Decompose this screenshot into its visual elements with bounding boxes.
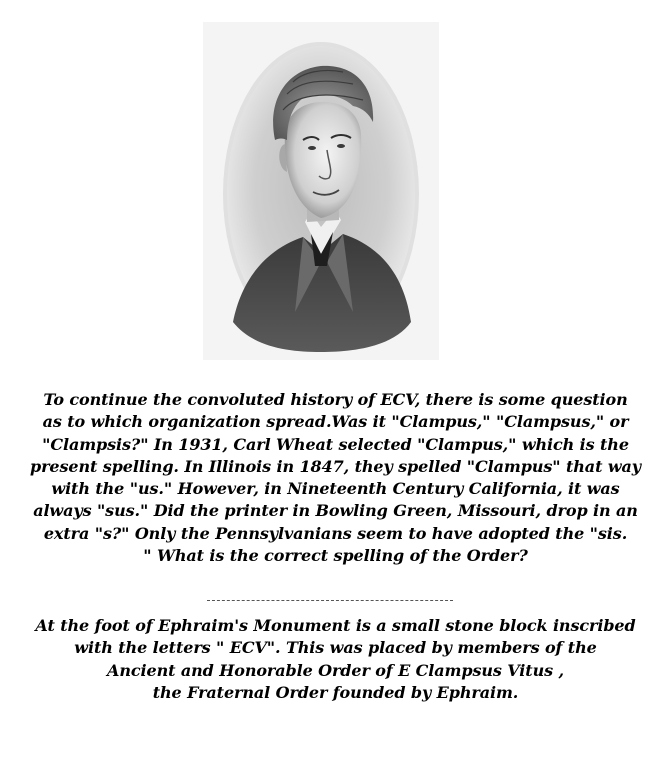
section-divider — [207, 600, 453, 601]
monument-line: the Fraternal Order founded by Ephraim. — [152, 682, 519, 702]
monument-line: Ancient and Honorable Order of E Clampsus Vitus , — [107, 660, 564, 680]
history-line: extra "s?" Only the Pennsylvanians seem to have adopted the "sis. — [43, 523, 628, 543]
history-line: To continue the convoluted history of ECV, there is some question — [43, 390, 628, 409]
history-line: present spelling. In Illinois in 1847, they spelled "Clampus" that way — [30, 456, 641, 476]
history-line: "Clampsis?" In 1931, Carl Wheat selected "Clampus," which is the — [42, 434, 629, 454]
history-paragraph — [18, 389, 653, 567]
history-line: with the "us." However, in Nineteenth Century California, it was — [51, 479, 620, 499]
portrait-image — [203, 22, 439, 360]
history-line: as to which organization spread.Was it "Clampus," "Clampsus," or — [42, 412, 629, 432]
monument-line: At the foot of Ephraim's Monument is a small stone block inscribed — [35, 616, 636, 635]
history-line: " What is the correct spelling of the Order? — [143, 546, 528, 566]
monument-paragraph — [18, 615, 653, 704]
monument-line: with the letters " ECV". This was placed by members of the — [74, 638, 597, 658]
portrait-engraving-icon — [203, 22, 439, 360]
history-line: always "sus." Did the printer in Bowling Green, Missouri, drop in an — [33, 501, 638, 521]
